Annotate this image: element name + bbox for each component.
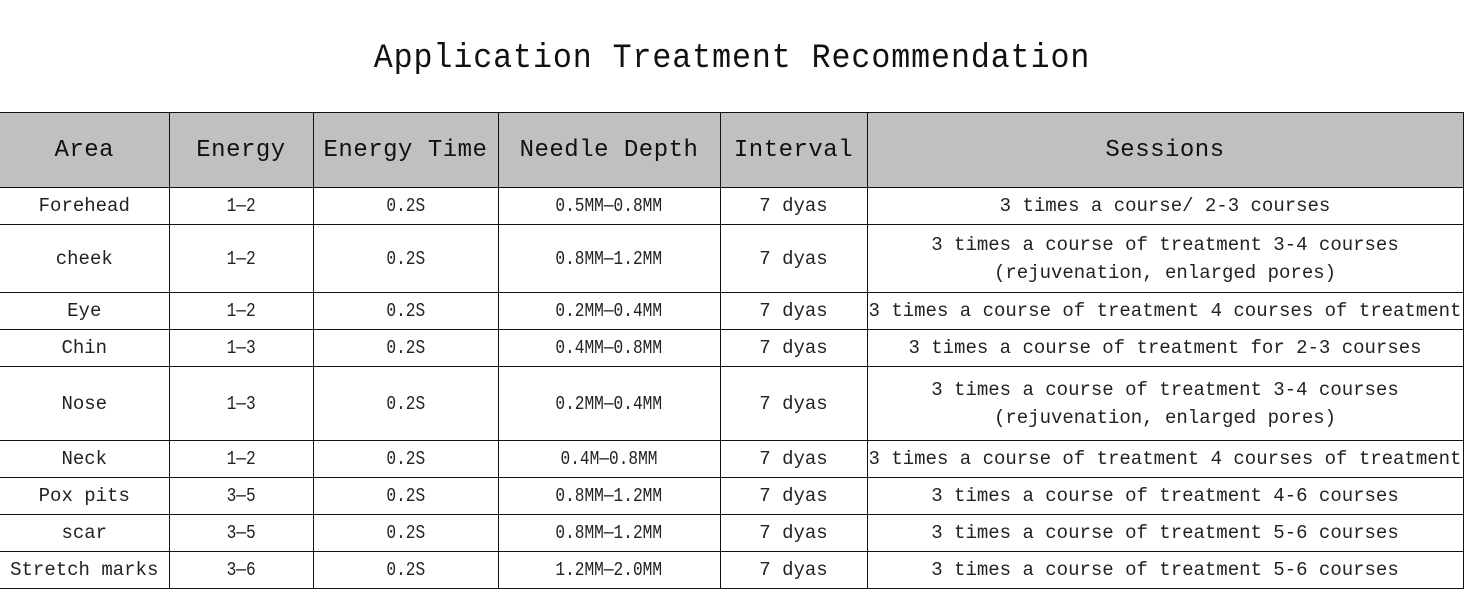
cell-needle-depth xyxy=(498,188,720,225)
cell-energy xyxy=(169,367,313,441)
table-row xyxy=(0,225,1463,293)
cell-energy-time xyxy=(313,441,498,478)
energy-time-value: 0.2S xyxy=(386,247,425,270)
cell-area: cheek xyxy=(0,225,169,293)
cell-area: Neck xyxy=(0,441,169,478)
sessions-line: 3 times a course of treatment 5-6 courses xyxy=(931,559,1399,581)
cell-needle-depth xyxy=(498,478,720,515)
energy-value: 1—2 xyxy=(226,300,256,322)
cell-needle-depth xyxy=(498,225,720,293)
cell-interval: 7 dyas xyxy=(720,441,867,478)
cell-sessions xyxy=(867,515,1463,552)
cell-interval: 7 dyas xyxy=(720,225,867,293)
table-row xyxy=(0,478,1463,515)
cell-needle-depth xyxy=(498,330,720,367)
cell-interval: 7 dyas xyxy=(720,515,867,552)
cell-area: Forehead xyxy=(0,188,169,225)
table-row xyxy=(0,188,1463,225)
cell-sessions xyxy=(867,552,1463,589)
column-header-area: Area xyxy=(0,113,169,188)
needle-depth-value: 1.2MM—2.0MM xyxy=(555,559,663,581)
cell-interval: 7 dyas xyxy=(720,188,867,225)
cell-energy xyxy=(169,515,313,552)
table-row xyxy=(0,330,1463,367)
needle-depth-value: 0.5MM—0.8MM xyxy=(555,195,663,217)
cell-interval: 7 dyas xyxy=(720,367,867,441)
needle-depth-value: 0.2MM—0.4MM xyxy=(555,300,663,322)
energy-time-value: 0.2S xyxy=(386,522,425,544)
energy-time-value: 0.2S xyxy=(386,392,425,415)
cell-area: Stretch marks xyxy=(0,552,169,589)
energy-time-value: 0.2S xyxy=(386,195,425,217)
sessions-line: 3 times a course of treatment 4-6 courses xyxy=(931,485,1399,507)
energy-value: 3—5 xyxy=(226,522,256,544)
cell-energy-time xyxy=(313,188,498,225)
sessions-line: 3 times a course of treatment 5-6 courses xyxy=(931,522,1399,544)
needle-depth-value: 0.8MM—1.2MM xyxy=(555,247,663,270)
energy-time-value: 0.2S xyxy=(386,448,425,470)
table-row xyxy=(0,367,1463,441)
cell-area: scar xyxy=(0,515,169,552)
table-row xyxy=(0,293,1463,330)
header-row xyxy=(0,113,1463,188)
cell-energy xyxy=(169,441,313,478)
cell-area: Eye xyxy=(0,293,169,330)
cell-needle-depth xyxy=(498,367,720,441)
cell-needle-depth xyxy=(498,293,720,330)
sessions-line: 3 times a course of treatment 4 courses of treatment xyxy=(868,448,1462,470)
energy-value: 1—3 xyxy=(226,337,256,359)
cell-energy-time xyxy=(313,552,498,589)
sessions-line: 3 times a course of treatment 3-4 courses xyxy=(931,378,1399,401)
cell-area: Nose xyxy=(0,367,169,441)
energy-time-value: 0.2S xyxy=(386,485,425,507)
cell-energy-time xyxy=(313,293,498,330)
cell-sessions xyxy=(867,188,1463,225)
sessions-line: 3 times a course of treatment for 2-3 courses xyxy=(908,337,1422,359)
cell-energy-time xyxy=(313,225,498,293)
energy-value: 1—2 xyxy=(226,247,256,270)
cell-energy-time xyxy=(313,478,498,515)
column-header-energy: Energy xyxy=(169,113,313,188)
energy-time-value: 0.2S xyxy=(386,559,425,581)
cell-area: Chin xyxy=(0,330,169,367)
needle-depth-value: 0.4M—0.8MM xyxy=(560,448,658,470)
needle-depth-value: 0.4MM—0.8MM xyxy=(555,337,663,359)
table-row xyxy=(0,441,1463,478)
energy-value: 1—2 xyxy=(226,195,256,217)
cell-interval: 7 dyas xyxy=(720,330,867,367)
needle-depth-value: 0.2MM—0.4MM xyxy=(555,392,663,415)
cell-sessions xyxy=(867,330,1463,367)
cell-energy xyxy=(169,330,313,367)
energy-value: 3—6 xyxy=(226,559,256,581)
cell-energy xyxy=(169,293,313,330)
cell-needle-depth xyxy=(498,515,720,552)
needle-depth-value: 0.8MM—1.2MM xyxy=(555,485,663,507)
cell-energy xyxy=(169,478,313,515)
treatment-table xyxy=(0,112,1464,589)
cell-needle-depth xyxy=(498,441,720,478)
column-header-interval: Interval xyxy=(720,113,867,188)
sessions-line: (rejuvenation, enlarged pores) xyxy=(993,261,1337,284)
energy-value: 1—2 xyxy=(226,448,256,470)
sessions-line: (rejuvenation, enlarged pores) xyxy=(993,406,1337,429)
cell-sessions xyxy=(867,293,1463,330)
page-title: Application Treatment Recommendation xyxy=(373,40,1091,78)
cell-interval: 7 dyas xyxy=(720,552,867,589)
cell-energy-time xyxy=(313,515,498,552)
energy-time-value: 0.2S xyxy=(386,337,425,359)
cell-energy xyxy=(169,225,313,293)
sessions-line: 3 times a course of treatment 3-4 courses xyxy=(931,233,1399,256)
cell-energy xyxy=(169,552,313,589)
sessions-line: 3 times a course/ 2-3 courses xyxy=(999,195,1331,217)
cell-energy xyxy=(169,188,313,225)
column-header-energy-time: Energy Time xyxy=(313,113,498,188)
cell-interval: 7 dyas xyxy=(720,478,867,515)
cell-energy-time xyxy=(313,367,498,441)
cell-area: Pox pits xyxy=(0,478,169,515)
column-header-needle-depth: Needle Depth xyxy=(498,113,720,188)
cell-interval: 7 dyas xyxy=(720,293,867,330)
cell-sessions xyxy=(867,478,1463,515)
energy-time-value: 0.2S xyxy=(386,300,425,322)
cell-sessions xyxy=(867,441,1463,478)
cell-needle-depth xyxy=(498,552,720,589)
energy-value: 1—3 xyxy=(226,392,256,415)
cell-energy-time xyxy=(313,330,498,367)
sessions-line: 3 times a course of treatment 4 courses of treatment xyxy=(868,300,1462,322)
energy-value: 3—5 xyxy=(226,485,256,507)
table-row xyxy=(0,552,1463,589)
column-header-sessions: Sessions xyxy=(867,113,1463,188)
table-row xyxy=(0,515,1463,552)
needle-depth-value: 0.8MM—1.2MM xyxy=(555,522,663,544)
cell-sessions xyxy=(867,225,1463,293)
cell-sessions xyxy=(867,367,1463,441)
